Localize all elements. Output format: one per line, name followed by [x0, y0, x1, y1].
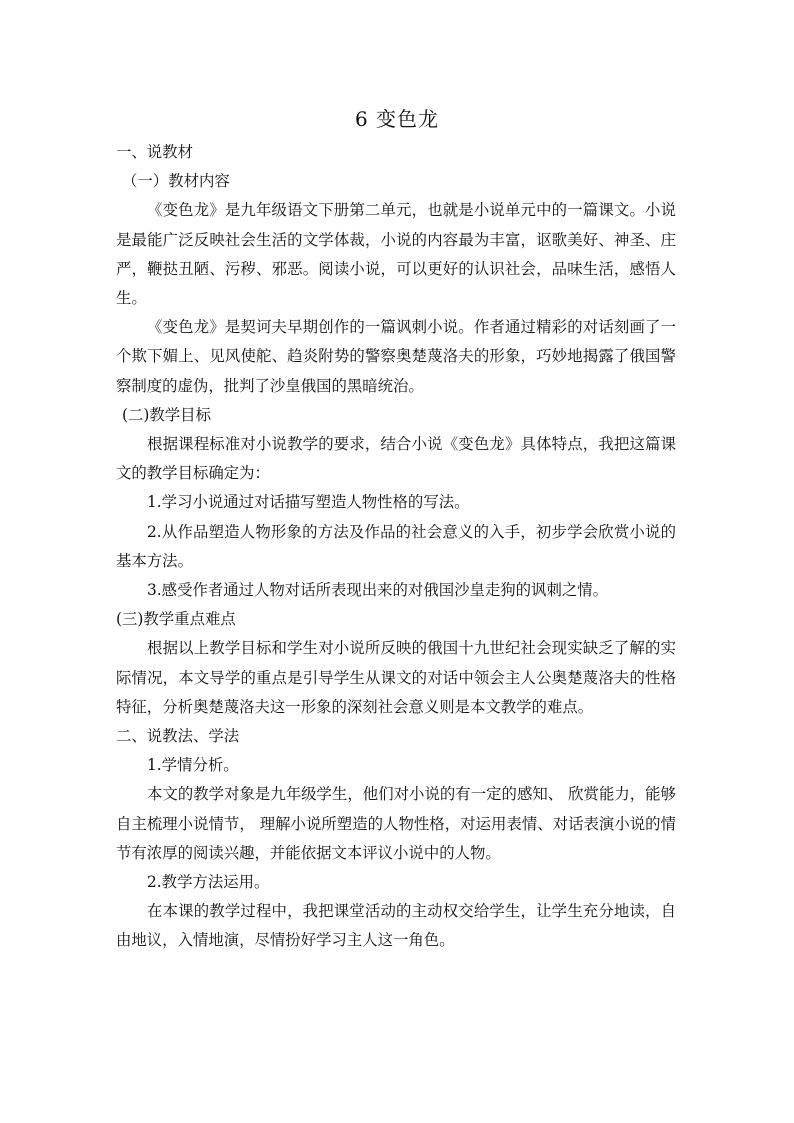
section-heading-1: 一、说教材 — [116, 143, 193, 161]
section-heading-2: 二、说教法、学法 — [116, 727, 240, 746]
document-body — [116, 138, 676, 956]
paragraph-text: 在本课的教学过程中，我把课堂活动的主动权交给学生，让学生充分地读，自由地议，入情地演，尽情扮好学习主人这一角色。 — [116, 902, 676, 950]
paragraph-text: 根据课程标准对小说教学的要求，结合小说《变色龙》具体特点，我把这篇课文的教学目标确定为： — [116, 435, 676, 483]
list-item: 2.从作品塑造人物形象的方法及作品的社会意义的入手，初步学会欣赏小说的基本方法。 — [116, 522, 676, 570]
paragraph-text: 根据以上教学目标和学生对小说所反映的俄国十九世纪社会现实缺乏了解的实际情况，本文导学的重点是引导学生从课文的对话中领会主人公奥楚蔑洛夫的性格特征，分析奥楚蔑洛夫这一形象的深刻社会意义则是本文教学的难点。 — [116, 639, 676, 716]
paragraph-text: 《变色龙》是九年级语文下册第二单元，也就是小说单元中的一篇课文。小说是最能广泛反映社会生活的文学体裁，小说的内容最为丰富，讴歌美好、神圣、庄严，鞭挞丑陋、污秽、邪恶。阅读小说，可以更好的认识社会，品味生活，感悟人生。 — [116, 201, 676, 308]
list-item: 1.学习小说通过对话描写塑造人物性格的写法。 — [147, 493, 470, 512]
paragraph-text: 《变色龙》是契诃夫早期创作的一篇讽刺小说。作者通过精彩的对话刻画了一个欺下媚上、见风使舵、趋炎附势的警察奥楚蔑洛夫的形象，巧妙地揭露了俄国警察制度的虚伪，批判了沙皇俄国的黑暗统治。 — [116, 318, 676, 395]
paragraph-text: 本文的教学对象是九年级学生，他们对小说的有一定的感知、 欣赏能力，能够自主梳理小说情节， 理解小说所塑造的人物性格，对运用表情、对话表演小说的情节有浓厚的阅读兴趣，并能依据文本评议小说中的人物。 — [116, 785, 676, 862]
subsection-heading-goals: (二)教学目标 — [122, 405, 211, 424]
list-item: 1.学情分析。 — [147, 756, 239, 775]
subsection-heading-content: （一）教材内容 — [122, 172, 230, 191]
subsection-heading-focus: (三)教学重点难点 — [116, 610, 236, 629]
document-title: 6 变色龙 — [354, 107, 440, 131]
list-item: 2.教学方法运用。 — [147, 873, 270, 892]
list-item: 3.感受作者通过人物对话所表现出来的对俄国沙皇走狗的讽刺之情。 — [147, 581, 609, 600]
